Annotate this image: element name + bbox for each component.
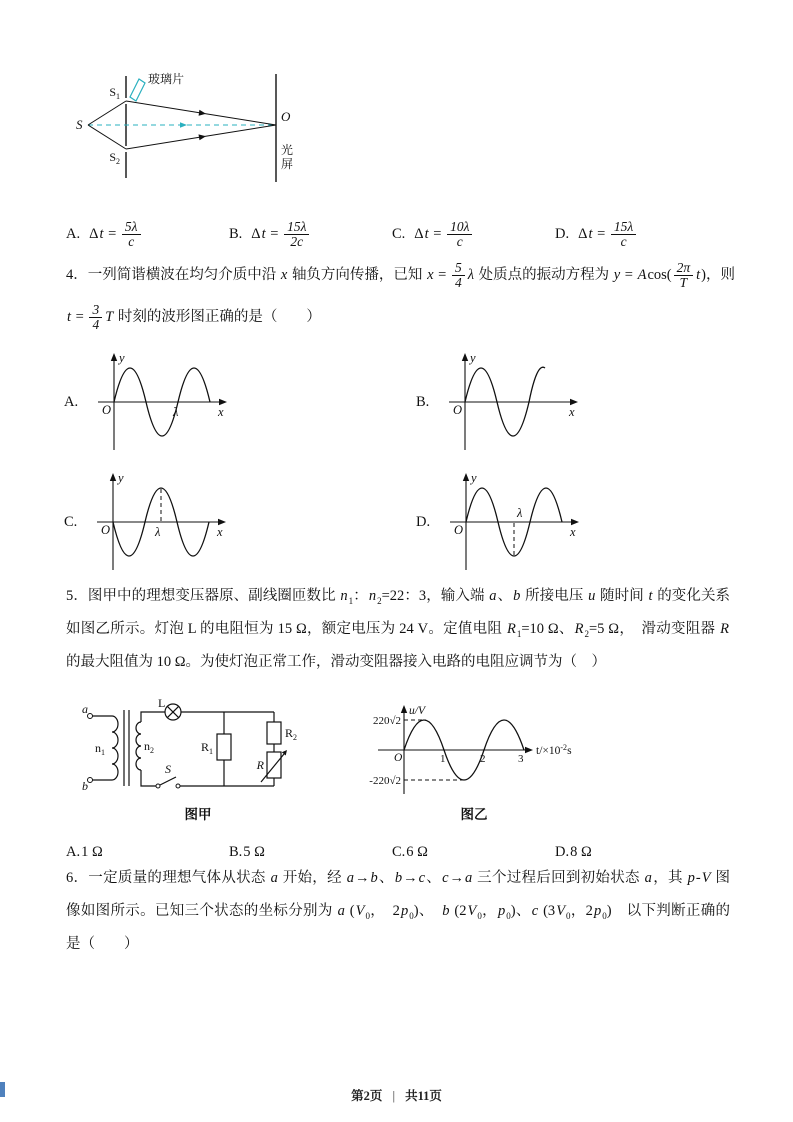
primary-coil [112,716,118,780]
wave-graph-d [436,466,586,578]
option-formula: Δt = $\frac{15\lambda}{c}$ [578,226,638,242]
wave-graph-b [435,346,585,458]
terminal-a [88,714,93,719]
n2-label: $n_2$ [144,739,154,755]
q3-option-c [392,214,555,254]
switch-label: S [165,762,171,776]
option-formula: Δt = $\frac{10\lambda}{c}$ [414,226,474,242]
option-letter: A. [66,226,81,242]
center-axis-dashed [88,122,276,128]
rheostat-label: R [256,758,264,772]
resistor-r1 [217,734,231,760]
wave-option-d [416,466,768,578]
n1-label: $n_1$ [95,741,105,757]
lambda-label: λ [173,405,179,419]
y-axis-label: y [470,351,476,365]
screen-label-char2: 屏 [281,157,294,171]
x-axis-arrow [525,747,533,753]
slit2-label: $S_2$ [109,150,120,166]
screen-point-label: O [281,109,291,124]
lamp-label: L [158,698,166,710]
wave-letter: B. [416,393,430,410]
q3-option-b [229,214,392,254]
double-slit-figure [64,66,304,190]
q4-wave-grid [64,346,768,578]
q3-option-d [555,214,718,254]
option-value: 1 Ω [81,844,103,860]
rheostat-arrow-head [282,750,287,756]
glass-plate-label: 玻璃片 [148,72,185,86]
wave-letter: A. [64,393,79,410]
y-axis-label: y [119,351,125,365]
wave-graph-a [84,346,234,458]
slit1-label: $S_1$ [109,85,120,101]
x-axis-label: x [218,405,224,419]
terminal-b [88,778,93,783]
q3-option-a [66,214,229,254]
page-footer [0,1086,793,1104]
axes [97,476,223,570]
wave-letter: D. [416,513,431,530]
rheostat-r [267,752,281,778]
resistor-r2 [267,722,281,744]
footer-separator: | [392,1089,396,1103]
wires [93,710,285,786]
pos-amplitude-label: 220√2 [372,715,401,727]
wave-graph-c [83,466,233,578]
y-axis-arrow [462,353,468,361]
option-formula: Δt = $\frac{5\lambda}{c}$ [89,226,142,242]
x-axis-label: $t/\times 10^{-2}s$ [536,743,572,757]
option-letter: C. [392,844,406,860]
circuit-figure [78,698,318,800]
wave-option-b [416,346,768,458]
source-label: S [76,117,83,132]
option-letter: D. [555,226,570,242]
ray-lower [88,125,276,149]
voltage-graph-caption: 图乙 [460,807,488,822]
tick-2: 2 [480,753,486,765]
q5-figure-row [78,698,594,823]
origin-label: O [102,403,112,417]
option-value: 6 Ω [406,844,428,860]
option-letter: B. [229,226,243,242]
y-axis-label: u/V [409,705,425,717]
screen-label-char1: 光 [281,143,294,157]
x-axis-label: x [217,525,223,539]
q6-stem: 6．一定质量的理想气体从状态 a 开始，经 a→b、b→c、c→a 三个过程后回到初始状态 a，其 p-V 图像如图所示。已知三个状态的坐标分别为 a ($V_0$， $2p_0$)、 b ($2V_0$，$p_0$)、c ($3V_0$，$2p_0$) 以下判断正确的是（ ） [66,870,731,952]
switch-contact [156,784,160,788]
option-letter: C. [392,226,406,242]
option-letter: D. [555,844,570,860]
voltage-graph-block [354,698,594,823]
wave-option-a [64,346,416,458]
option-value: 5 Ω [243,844,265,860]
q5-stem: 5．图甲中的理想变压器原、副线圈匝数比 $n_1$：$n_2=22$：3，输入端 a、b 所接电压 u 随时间 t 的变化关系如图乙所示。灯泡 L 的电阻恒为 15 Ω，额定电压为 24 V。定值电阻 $R_1=10$ Ω、$R_2=5$ Ω， 滑动变阻器 R 的最大阻值为 10 Ω。为使灯泡正常工作，滑动变阻器接入电路的电阻应调节为（ ） [66,588,731,670]
ray-upper [88,101,276,125]
origin-label: O [394,752,403,764]
terminal-a-label: a [82,702,88,716]
r1-label: $R_1$ [200,740,213,756]
lambda-label: λ [155,525,161,539]
tick-1: 1 [440,753,446,765]
y-axis-label: y [471,471,477,485]
glass-plate [130,79,145,101]
origin-label: O [453,403,463,417]
x-axis-label: x [570,525,576,539]
origin-label: O [101,523,111,537]
page-number: 第2页 [351,1089,383,1103]
circuit-figure-block [78,698,318,823]
voltage-graph [354,698,594,800]
option-letter: A. [66,844,81,860]
switch-lever [160,777,176,785]
option-letter: B. [229,844,243,860]
circuit-caption: 图甲 [184,807,212,822]
y-axis-arrow [111,353,117,361]
r2-label: $R_2$ [285,726,298,742]
q4-stem-line2: t = $\frac{3}{4}$ T 时刻的波形图正确的是（ ） [67,301,321,333]
secondary-coil [136,722,141,770]
y-axis-arrow [110,473,116,481]
q3-options-row [66,214,730,254]
option-formula: Δt = $\frac{15\lambda}{2c}$ [251,226,311,242]
y-axis-arrow [463,473,469,481]
total-pages: 共11页 [405,1089,442,1103]
origin-label: O [454,523,464,537]
y-axis-label: y [118,471,124,485]
switch-contact [176,784,180,788]
y-axis-arrow [401,705,407,713]
lambda-label: λ [517,506,523,520]
wave-option-c [64,466,416,578]
q4-stem-line1: 4．一列简谐横波在均匀介质中沿 x 轴负方向传播，已知 x = $\frac{5}{4}$ λ 处质点的振动方程为 y = Acos( $\frac{2\pi}{T}$ t)，则 [66,259,736,291]
option-value: 8 Ω [570,844,592,860]
neg-amplitude-label: -220√2 [369,775,401,787]
terminal-b-label: b [82,779,88,793]
wave-letter: C. [64,513,78,530]
x-axis-label: x [569,405,575,419]
lamp [165,704,181,720]
tick-3: 3 [518,753,524,765]
